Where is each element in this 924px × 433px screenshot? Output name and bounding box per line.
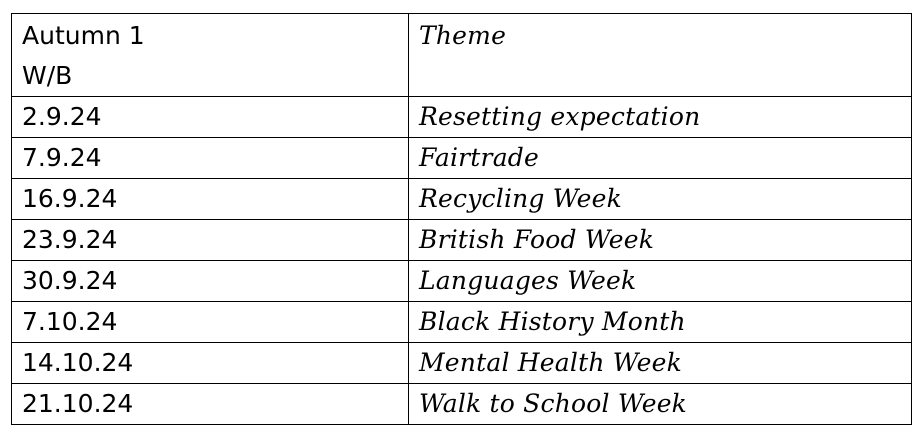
theme-cell: British Food Week bbox=[409, 220, 912, 261]
table-row bbox=[12, 261, 912, 302]
table-header-row bbox=[12, 14, 912, 97]
week-beginning-cell: 2.9.24 bbox=[12, 97, 409, 138]
theme-cell: Resetting expectation bbox=[409, 97, 912, 138]
theme-cell: Fairtrade bbox=[409, 138, 912, 179]
autumn-themes-table bbox=[11, 13, 912, 425]
table-row bbox=[12, 384, 912, 425]
header-week-beginning-cell bbox=[12, 14, 409, 97]
theme-cell: Walk to School Week bbox=[409, 384, 912, 425]
week-beginning-cell: 7.9.24 bbox=[12, 138, 409, 179]
table-row bbox=[12, 179, 912, 220]
week-beginning-cell: 30.9.24 bbox=[12, 261, 409, 302]
week-beginning-cell: 16.9.24 bbox=[12, 179, 409, 220]
week-beginning-cell: 21.10.24 bbox=[12, 384, 409, 425]
table-row bbox=[12, 97, 912, 138]
week-beginning-cell: 14.10.24 bbox=[12, 343, 409, 384]
theme-cell: Recycling Week bbox=[409, 179, 912, 220]
week-beginning-cell: 7.10.24 bbox=[12, 302, 409, 343]
week-beginning-cell: 23.9.24 bbox=[12, 220, 409, 261]
table-row bbox=[12, 302, 912, 343]
theme-cell: Black History Month bbox=[409, 302, 912, 343]
theme-cell: Languages Week bbox=[409, 261, 912, 302]
table-row bbox=[12, 220, 912, 261]
theme-cell: Mental Health Week bbox=[409, 343, 912, 384]
header-term-label: Autumn 1 bbox=[22, 21, 145, 50]
header-theme-cell: Theme bbox=[409, 14, 912, 97]
header-wb-label: W/B bbox=[22, 61, 73, 90]
table-row bbox=[12, 138, 912, 179]
table-row bbox=[12, 343, 912, 384]
